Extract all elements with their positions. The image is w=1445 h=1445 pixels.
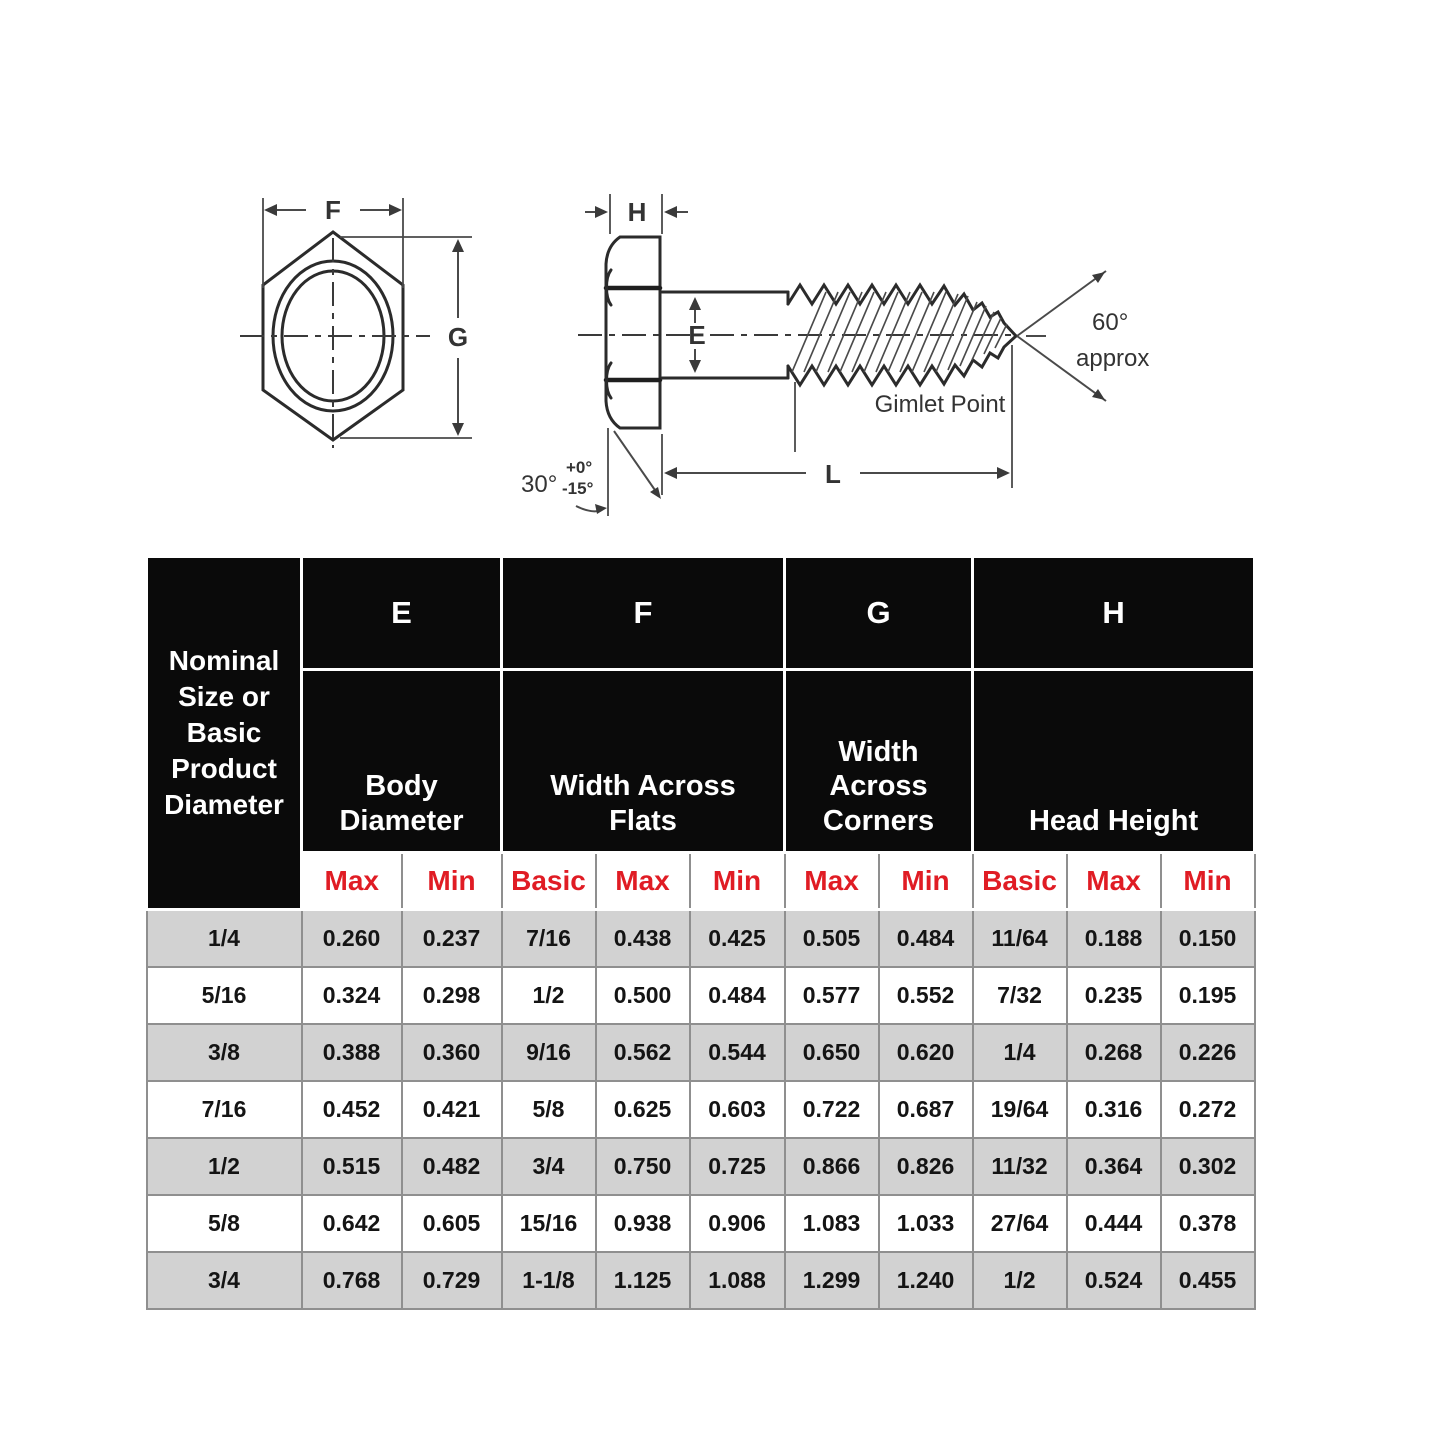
table-cell: 0.484 bbox=[879, 910, 973, 968]
table-cell: 0.515 bbox=[302, 1138, 402, 1195]
row-size: 5/8 bbox=[147, 1195, 302, 1252]
subcol-f-max: Max bbox=[596, 853, 690, 910]
table-cell: 0.687 bbox=[879, 1081, 973, 1138]
table-cell: 0.298 bbox=[402, 967, 502, 1024]
table-cell: 0.452 bbox=[302, 1081, 402, 1138]
e-dimension bbox=[688, 297, 705, 373]
col-group-name-width-across-corners: Width Across Corners bbox=[785, 670, 973, 853]
header-letter-row bbox=[147, 557, 1255, 670]
table-cell: 0.188 bbox=[1067, 910, 1161, 968]
table-cell: 1.033 bbox=[879, 1195, 973, 1252]
header-description-row bbox=[147, 670, 1255, 853]
header-subcolumn-row bbox=[147, 853, 1255, 910]
table-cell: 0.455 bbox=[1161, 1252, 1255, 1309]
row-size: 1/2 bbox=[147, 1138, 302, 1195]
row-size: 7/16 bbox=[147, 1081, 302, 1138]
angle-60-approx-label: approx bbox=[1076, 345, 1150, 372]
subcol-e-min: Min bbox=[402, 853, 502, 910]
angle-60-label: 60° bbox=[1092, 309, 1129, 336]
angle-30-tolerance-minus: -15° bbox=[562, 479, 594, 498]
col-group-letter-g: G bbox=[785, 557, 973, 670]
row-size: 3/4 bbox=[147, 1252, 302, 1309]
col-group-name-body-diameter: Body Diameter bbox=[302, 670, 502, 853]
table-cell: 0.906 bbox=[690, 1195, 785, 1252]
h-dimension-label: H bbox=[627, 197, 647, 227]
table-cell: 1.088 bbox=[690, 1252, 785, 1309]
table-row bbox=[147, 1081, 1255, 1138]
table-cell: 7/32 bbox=[973, 967, 1067, 1024]
table-cell: 11/32 bbox=[973, 1138, 1067, 1195]
table-cell: 0.577 bbox=[785, 967, 879, 1024]
table-cell: 0.421 bbox=[402, 1081, 502, 1138]
e-dimension-label: E bbox=[688, 320, 706, 350]
subcol-f-min: Min bbox=[690, 853, 785, 910]
col-group-letter-h: H bbox=[973, 557, 1255, 670]
hex-end-view bbox=[240, 195, 472, 448]
table-cell: 9/16 bbox=[502, 1024, 596, 1081]
table-cell: 0.150 bbox=[1161, 910, 1255, 968]
nominal-size-header: Nominal Size or Basic Product Diameter bbox=[147, 557, 302, 910]
table-cell: 1.240 bbox=[879, 1252, 973, 1309]
col-group-letter-f: F bbox=[502, 557, 785, 670]
col-group-name-width-across-flats: Width Across Flats bbox=[502, 670, 785, 853]
subcol-g-min: Min bbox=[879, 853, 973, 910]
subcol-h-basic: Basic bbox=[973, 853, 1067, 910]
table-cell: 1-1/8 bbox=[502, 1252, 596, 1309]
table-cell: 19/64 bbox=[973, 1081, 1067, 1138]
table-cell: 0.272 bbox=[1161, 1081, 1255, 1138]
table-cell: 1/2 bbox=[973, 1252, 1067, 1309]
table-cell: 0.378 bbox=[1161, 1195, 1255, 1252]
table-cell: 0.195 bbox=[1161, 967, 1255, 1024]
dimensions-spec-table bbox=[145, 555, 1256, 1310]
table-cell: 0.524 bbox=[1067, 1252, 1161, 1309]
table-cell: 0.722 bbox=[785, 1081, 879, 1138]
lag-screw-side-view bbox=[521, 194, 1149, 516]
table-cell: 3/4 bbox=[502, 1138, 596, 1195]
table-cell: 0.444 bbox=[1067, 1195, 1161, 1252]
subcol-g-max: Max bbox=[785, 853, 879, 910]
table-cell: 7/16 bbox=[502, 910, 596, 968]
head-angle-30-callout bbox=[521, 428, 661, 516]
table-cell: 0.642 bbox=[302, 1195, 402, 1252]
table-cell: 11/64 bbox=[973, 910, 1067, 968]
table-row bbox=[147, 1252, 1255, 1309]
f-dimension-label: F bbox=[325, 195, 341, 225]
table-cell: 0.360 bbox=[402, 1024, 502, 1081]
table-cell: 0.364 bbox=[1067, 1138, 1161, 1195]
table-cell: 0.725 bbox=[690, 1138, 785, 1195]
screw-head bbox=[606, 237, 660, 428]
angle-30-label: 30° bbox=[521, 471, 558, 498]
table-row bbox=[147, 1195, 1255, 1252]
row-size: 1/4 bbox=[147, 910, 302, 968]
subcol-h-min: Min bbox=[1161, 853, 1255, 910]
table-cell: 0.866 bbox=[785, 1138, 879, 1195]
table-cell: 0.235 bbox=[1067, 967, 1161, 1024]
row-size: 3/8 bbox=[147, 1024, 302, 1081]
table-cell: 0.482 bbox=[402, 1138, 502, 1195]
table-cell: 1.299 bbox=[785, 1252, 879, 1309]
table-cell: 5/8 bbox=[502, 1081, 596, 1138]
table-cell: 0.603 bbox=[690, 1081, 785, 1138]
angle-30-tolerance-plus: +0° bbox=[566, 458, 593, 477]
table-cell: 0.729 bbox=[402, 1252, 502, 1309]
table-cell: 1/4 bbox=[973, 1024, 1067, 1081]
table-cell: 0.650 bbox=[785, 1024, 879, 1081]
row-size: 5/16 bbox=[147, 967, 302, 1024]
table-cell: 1/2 bbox=[502, 967, 596, 1024]
lag-screw-technical-drawing bbox=[200, 160, 1200, 540]
table-cell: 0.302 bbox=[1161, 1138, 1255, 1195]
table-cell: 0.605 bbox=[402, 1195, 502, 1252]
table-cell: 0.544 bbox=[690, 1024, 785, 1081]
table-cell: 0.562 bbox=[596, 1024, 690, 1081]
h-dimension bbox=[585, 194, 688, 234]
table-cell: 1.083 bbox=[785, 1195, 879, 1252]
table-cell: 0.226 bbox=[1161, 1024, 1255, 1081]
col-group-letter-e: E bbox=[302, 557, 502, 670]
l-dimension-label: L bbox=[825, 459, 841, 489]
g-dimension-label: G bbox=[447, 322, 469, 352]
table-cell: 27/64 bbox=[973, 1195, 1067, 1252]
col-group-name-head-height: Head Height bbox=[973, 670, 1255, 853]
table-cell: 0.552 bbox=[879, 967, 973, 1024]
subcol-f-basic: Basic bbox=[502, 853, 596, 910]
subcol-h-max: Max bbox=[1067, 853, 1161, 910]
gimlet-point-label: Gimlet Point bbox=[874, 391, 1006, 418]
table-row bbox=[147, 910, 1255, 968]
table-row bbox=[147, 967, 1255, 1024]
table-row bbox=[147, 1024, 1255, 1081]
table-row bbox=[147, 1138, 1255, 1195]
table-cell: 0.620 bbox=[879, 1024, 973, 1081]
table-cell: 0.316 bbox=[1067, 1081, 1161, 1138]
table-cell: 1.125 bbox=[596, 1252, 690, 1309]
table-cell: 0.260 bbox=[302, 910, 402, 968]
table-cell: 0.826 bbox=[879, 1138, 973, 1195]
table-cell: 0.438 bbox=[596, 910, 690, 968]
table-cell: 0.625 bbox=[596, 1081, 690, 1138]
table-cell: 0.324 bbox=[302, 967, 402, 1024]
table-cell: 0.768 bbox=[302, 1252, 402, 1309]
table-cell: 0.505 bbox=[785, 910, 879, 968]
table-cell: 0.388 bbox=[302, 1024, 402, 1081]
table-cell: 0.425 bbox=[690, 910, 785, 968]
table-cell: 0.938 bbox=[596, 1195, 690, 1252]
table-cell: 0.750 bbox=[596, 1138, 690, 1195]
table-cell: 0.484 bbox=[690, 967, 785, 1024]
table-cell: 0.268 bbox=[1067, 1024, 1161, 1081]
table-cell: 0.237 bbox=[402, 910, 502, 968]
table-cell: 0.500 bbox=[596, 967, 690, 1024]
subcol-e-max: Max bbox=[302, 853, 402, 910]
table-cell: 15/16 bbox=[502, 1195, 596, 1252]
